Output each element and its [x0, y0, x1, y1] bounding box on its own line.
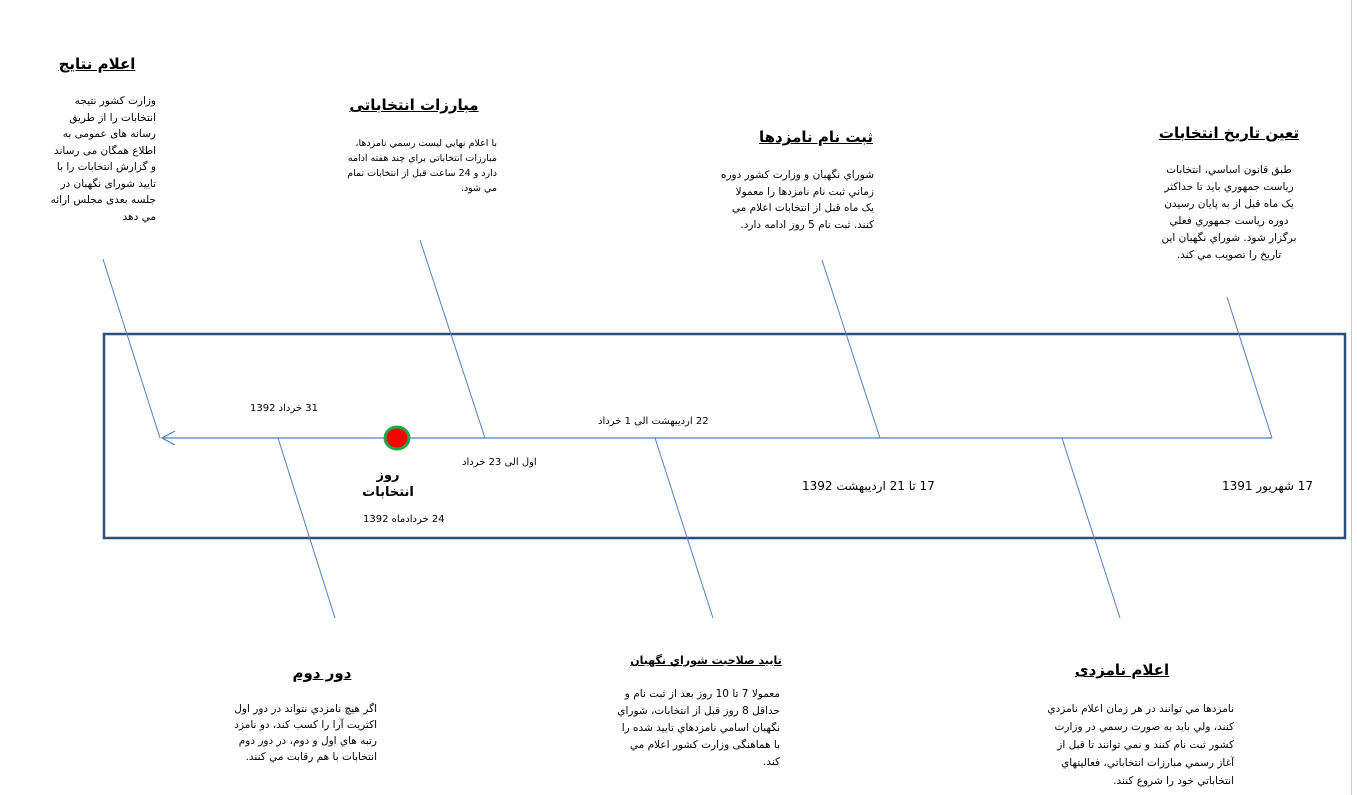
body-line: اكثريت آرا را كسب كند، دو نامزد — [234, 719, 377, 731]
body-line: كنند. ثبت نام 5 روز ادامه دارد. — [740, 218, 874, 231]
page-edge — [1351, 0, 1352, 795]
body-line: حداقل 8 روز قبل از انتخابات، شوراي — [617, 705, 780, 717]
body-line: معمولا 7 تا 10 روز بعد از ثبت نام و — [624, 688, 780, 700]
date-election-day: 24 خردادماه 1392 — [363, 514, 445, 525]
body-line: وزارت کشور نتیجه — [74, 95, 156, 107]
body-line: اگر هيچ نامزدي نتواند در دور اول — [234, 703, 377, 715]
body-line: نگهبان اسامي نامزدهاي تاييد شده را — [621, 722, 780, 734]
event-body-approval — [617, 686, 780, 771]
event-body-results — [51, 93, 156, 225]
date-results: 31 خرداد 1392 — [250, 403, 318, 414]
body-line: انتخاباتي خود را شروع كنند. — [1113, 775, 1234, 787]
connector-campaign — [420, 240, 485, 438]
body-line: كند. — [762, 756, 780, 768]
event-title-set-date: تعین تاریخ انتخابات — [1158, 124, 1300, 142]
event-title-second-round: دور دوم — [292, 664, 352, 682]
connector-second-round — [278, 438, 335, 618]
body-line: و گزارش انتخابات را با — [56, 161, 156, 173]
body-line: تایید شورای نگهبان در — [60, 177, 156, 190]
event-title-candidacy: اعلام نامزدی — [1074, 661, 1170, 679]
connector-registration — [822, 260, 880, 438]
date-approval: 17 تا 21 اردیبهشت 1392 — [802, 479, 935, 493]
body-line: رتبه هاي اول و دوم، در دور دوم — [238, 735, 377, 747]
body-line: مي دهد — [122, 210, 156, 223]
body-line: تاريخ را تصويب مي كند. — [1176, 249, 1282, 261]
body-line: نامزدها مي توانند در هر زمان اعلام نامزدي — [1047, 703, 1234, 715]
date-set-date: 17 شهریور 1391 — [1222, 479, 1313, 493]
body-line: مي شود. — [460, 183, 497, 194]
body-line: با اعلام نهايي ليست رسمي نامزدها، — [355, 138, 497, 149]
body-line: دوره رياست جمهوري فعلي — [1169, 215, 1289, 227]
body-line: يک ماه قبل از به پايان رسيدن — [1164, 198, 1294, 210]
event-title-registration: ثبت نام نامزدها — [759, 128, 873, 146]
timeline-box — [104, 334, 1345, 538]
body-line: طبق قانون اساسي، انتخابات — [1166, 164, 1292, 176]
event-body-registration — [721, 167, 874, 233]
body-line: آغاز رسمي مبارزات انتخاباتي، فعاليتهاي — [1061, 757, 1234, 769]
event-body-candidacy — [1047, 700, 1234, 790]
body-line: رياست جمهوري بايد تا حداكثر — [1164, 181, 1294, 193]
date-registration: 22 اردیبهشت الی 1 خرداد — [598, 416, 709, 427]
body-line: كنند، ولي بايد به صورت رسمي در وزارت — [1054, 721, 1234, 733]
election-day-label — [362, 467, 414, 501]
body-line: شوراي نگهبان و وزارت كشور دوره — [720, 169, 874, 181]
body-line: با هماهنگی وزارت كشور اعلام مي — [629, 739, 780, 751]
body-line: انتخابات را از طریق — [69, 111, 156, 124]
election-day-marker — [385, 427, 409, 449]
connector-results — [103, 259, 160, 438]
election-day-label-line1: روز — [376, 468, 400, 483]
date-campaign: اول الی 23 خرداد — [462, 457, 537, 468]
body-line: يک ماه قبل از انتخابات اعلام مي — [731, 202, 874, 214]
event-title-results: اعلام نتایج — [58, 55, 136, 73]
body-line: زماني ثبت نام نامزدها را معمولا — [735, 185, 874, 198]
event-title-campaign: مبارزات انتخاباتی — [349, 96, 479, 114]
event-body-campaign — [347, 136, 497, 196]
event-title-approval: تاييد صلاحيت شوراي نگهبان — [630, 654, 782, 667]
connector-approval — [655, 438, 713, 618]
event-body-second-round — [234, 701, 377, 765]
connector-candidacy — [1062, 438, 1120, 618]
body-line: رسانه های عمومی به — [62, 128, 156, 140]
event-body-set-date — [1162, 162, 1297, 264]
body-line: انتخابات با هم رقابت مي كنند. — [245, 751, 377, 763]
body-line: كشور ثبت نام كنند و نمي توانند تا قبل از — [1057, 739, 1234, 751]
body-line: برگزار شود. شوراي نگهبان اين — [1161, 232, 1297, 244]
election-day-label-line2: انتخابات — [362, 485, 414, 500]
body-line: مبارزات انتخاباتي براي چند هفته ادامه — [347, 153, 497, 164]
connector-set-date — [1227, 297, 1272, 438]
body-line: جلسه بعدی مجلس ارائه — [50, 194, 156, 206]
body-line: اطلاع همگان می رساند — [53, 144, 156, 157]
body-line: دارد و 24 ساعت قبل از انتخابات تمام — [347, 168, 497, 179]
